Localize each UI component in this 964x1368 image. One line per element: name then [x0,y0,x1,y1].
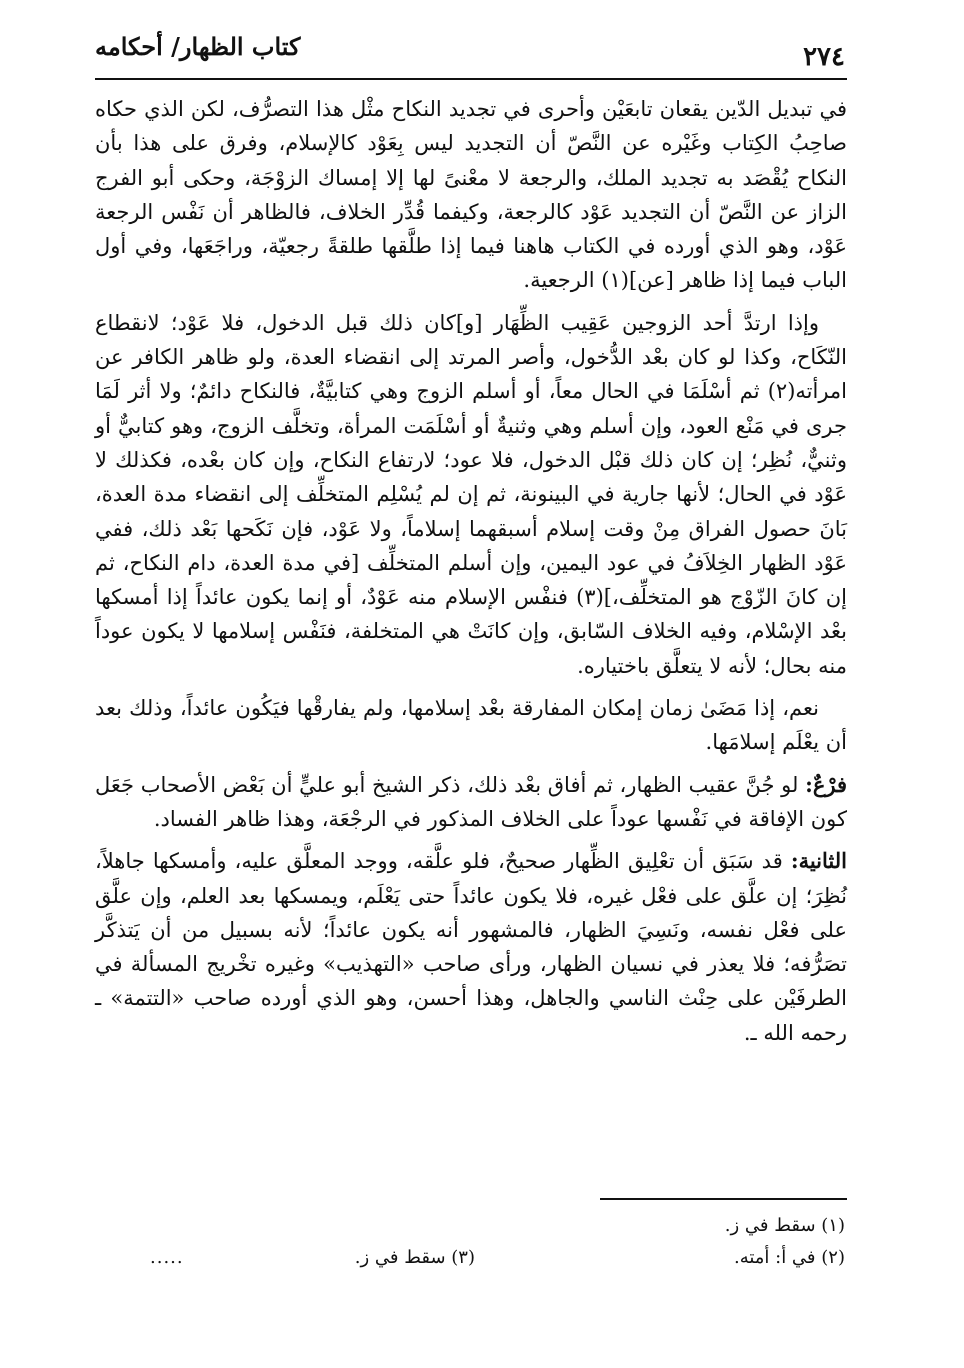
paragraph-text: في تبديل الدّين يقعان تابعَيْن وأحرى في تجديد النكاح مثْل هذا التصرُّف، لكن الذي حكاه صاحِبُ الكِتاب وغَيْره عن النَّصّ أن التجديد ليس بِعَوْد كالإسلام، وفرق على هذا بأن النكاح يُقْصَد به تجديد الملك، والرجعة لا معْنىً لها إلا إمساك الزوْجَة، وحكى أبو الفرج الزاز عن النَّصّ أن التجديد عَوْد كالرجعة، وكيفما قُدِّر الخلاف، فالظاهر أن نَفْس الرجعة عَوْد، وهو الذي أورده في الكتاب هاهنا فيما إذا طلَّقها طلقةً رجعيّة، وراجَعَها، وفي أول الباب فيما إذا ظاهر [عن](١) الرجعية. [95,97,847,293]
paragraph [95,768,847,837]
footnote-row [95,1210,845,1242]
page-number: ٢٧٤ [803,42,845,72]
footnote-number: (١) [821,1215,845,1236]
footnote-row [95,1242,845,1274]
paragraph-lead: الثانية: [790,848,847,874]
footnote [725,1210,845,1242]
running-title: كتاب الظهار/ أحكامه [95,32,301,61]
paragraph-text: لو جُنَّ عقيب الظهار، ثم أفاق بعْد ذلك، ذكر الشيخ أبو عليٍّ أن بَعْض الأصحاب جَعَل كون الإفاقة في نَفْسها عوداً على الخلاف المذكور في الرجْعَة، وهذا ظاهر الفساد. [95,772,847,831]
paragraph-lead: فرْعٌ: [805,771,848,797]
footnote [734,1242,845,1274]
footnote-text: في أ: أمته. [733,1247,816,1268]
footnote [355,1242,475,1274]
footnote-number: (٢) [821,1247,845,1268]
paragraph [95,691,847,760]
header-rule [95,78,847,80]
footnotes [95,1210,845,1274]
footnote-rule [600,1198,847,1200]
page-mark: ..... [150,1247,184,1268]
footnote-text: سقط في ز. [724,1215,816,1236]
paragraph-text: قد سَبَق أن تعْلِيق الظِّهار صحيحٌ، فلو علَّقه، ووجد المعلَّق عليه، وأمسكها جاهلاً، نُظِرَ؛ إن علَّق على فعْل غيره، فلا يكون عائداً حتى يَعْلَم، ويمسكها بعد العلم، وإن علَّق على فعْل نفسه، ونَسِيَ الظهار، فالمشهور أنه يكون عائداً؛ لأنه بسبيل من أن يَتذكَّر تصَرُّفه؛ فلا يعذر في نسيان الظهار، ورأى صاحب «التهذيب» وغيره تخْريج المسألة في الطرفَيْن على حِنْث الناسي والجاهل، وهذا أحسن، وهو الذي أورده صاحب «التتمة» ـ رحمه الله ـ. [95,849,847,1045]
main-text [95,92,847,1050]
footnote-number: (٣) [451,1247,475,1268]
paragraph [95,92,847,298]
paragraph [95,844,847,1050]
paragraph [95,306,847,683]
footnote-text: سقط في ز. [354,1247,446,1268]
page-header [95,28,845,78]
paragraph-text: وإذا ارتدَّ أحد الزوجين عَقِيب الظِّهَار [و]كان ذلك قبل الدخول، فلا عَوْد؛ لانقطاع النّكَاح، وكذا لو كان بعْد الدُّخول، وأصر المرتد إلى انقضاء العدة، ولو ظاهر الكافر عن امرأته(٢) ثم أسْلَمَا في الحال معاً، أو أسلم الزوج وهي كتابيَّةٌ، فالنكاح دائمٌ؛ ولا أثر لَمَا جرى في مَنْع العود، وإن أسلم وهي وثنيةٌ أو أسْلَمَت المرأة، وتخلَّف الزوج، وهو كتابيٌّ أو وثنيٌّ، نُظِر؛ إن كان ذلك قبْل الدخول، فلا عود؛ لارتفاع النكاح، وإن كان بعْده، فكذلك لا عَوْد في الحال؛ لأنها جارية في البينونة، ثم إن لم يُسْلِم المتخلِّف إلى انقضاء مدة العدة، بَانَ حصول الفراق مِنْ وقت إسلام أسبقهما إسلاماً، ولا عَوْد، فإن نَكَحها بَعْد ذلك، ففي عَوْد الظهار الخِلاَفُ في عود اليمين، وإن أسلم المتخلِّف [في مدة العدة، دام النكاح، ثم إن كانَ الزّوْج هو المتخلِّف،](٣) فنفْس الإسلام منه عَوْدٌ، أو إنما يكون عائداً إذا أمسكها بعْد الإسْلام، وفيه الخلاف السّابق، وإن كانَتْ هي المتخلفة، فنَفْس إسلامها لا يكون عوداً منه بحال؛ لأنه لا يتعلَّق باختياره. [95,310,848,678]
paragraph-text: نعم، إذا مَضَىٰ زمان إمكان المفارقة بعْد إسلامها، ولم يفارقْها فيَكُون عائداً، وذلك بعد أن يعْلَم إسلامَها. [95,696,847,755]
